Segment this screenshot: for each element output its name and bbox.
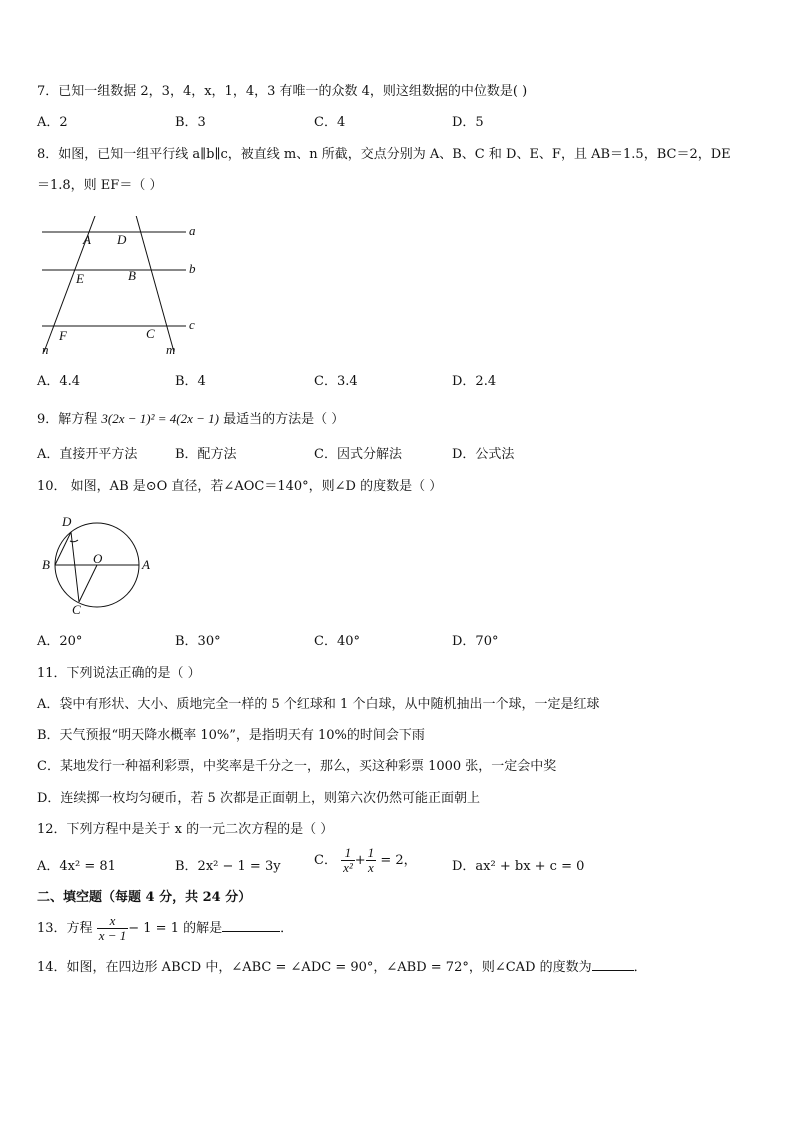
label-C: C — [146, 326, 155, 341]
label-A: A — [142, 557, 150, 572]
label-C: C — [72, 602, 81, 617]
label-E: E — [76, 271, 84, 286]
option-b: B．配方法 — [175, 447, 237, 462]
question-14-body: 14．如图，在四边形 ABCD 中，∠ABC = ∠ADC = 90°，∠ABD = 72°，则∠CAD 的度数为 — [37, 960, 592, 975]
fraction-x-over-x-minus-1 — [97, 914, 129, 943]
question-12-text: 12．下列方程中是关于 x 的一元二次方程的是（ ） — [37, 822, 334, 837]
parallel-lines-figure — [36, 216, 216, 360]
question-9-equation: 3(2x − 1)² = 4(2x − 1) — [101, 411, 219, 426]
answer-blank[interactable] — [592, 957, 634, 971]
label-B: B — [128, 268, 136, 283]
label-a: a — [189, 223, 196, 238]
question-13-rest: − 1 = 1 的解是 — [128, 921, 223, 936]
option-c-label: C． — [314, 853, 337, 868]
label-b: b — [189, 261, 196, 276]
question-11-text: 11．下列说法正确的是（ ） — [37, 666, 201, 681]
option-a: A．2 — [37, 115, 68, 130]
fraction-1-over-x-squared — [341, 846, 355, 875]
fraction-numerator: x — [97, 914, 129, 929]
option-d: D．5 — [452, 115, 484, 130]
option-c: C．40° — [314, 634, 360, 649]
question-9-suffix: 最适当的方法是（ ） — [218, 412, 345, 427]
question-13-text — [37, 914, 293, 943]
question-10-text: 10． 如图，AB 是⊙O 直径，若∠AOC＝140°，则∠D 的度数是（ ） — [37, 479, 443, 494]
circle-figure — [38, 510, 158, 618]
option-d: D．2.4 — [452, 374, 497, 389]
question-9-text — [37, 410, 344, 429]
option-a: A．4.4 — [37, 374, 81, 389]
question-14-end: ． — [633, 960, 647, 975]
label-B: B — [42, 557, 50, 572]
option-a: A．20° — [37, 634, 83, 649]
option-b: B．30° — [175, 634, 221, 649]
chord-dc — [71, 532, 79, 602]
option-b: B．4 — [175, 374, 206, 389]
question-13-end: ． — [280, 921, 294, 936]
question-14-text — [37, 957, 647, 977]
segment-oc — [79, 565, 97, 602]
question-9-prefix: 9．解方程 — [37, 412, 102, 427]
option-c: C．3.4 — [314, 374, 358, 389]
label-F: F — [59, 328, 67, 343]
question-7-text: 7．已知一组数据 2，3，4，x，1，4，3 有唯一的众数 4，则这组数据的中位数是( ) — [37, 84, 528, 99]
question-11-option-a: A．袋中有形状、大小、质地完全一样的 5 个红球和 1 个白球，从中随机抽出一个球，一定是红球 — [37, 697, 600, 712]
fraction-1-over-x — [366, 846, 377, 875]
option-d: D．公式法 — [452, 447, 515, 462]
question-8-text-line2: ＝1.8，则 EF＝（ ） — [37, 178, 163, 193]
option-d: D．70° — [452, 634, 499, 649]
question-8-text-line1: 8．如图，已知一组平行线 a∥b∥c，被直线 m、n 所截，交点分别为 A、B、C 和 D、E、F，且 AB＝1.5，BC＝2，DE — [37, 147, 731, 162]
label-n: n — [42, 342, 49, 357]
fraction-numerator: 1 — [367, 845, 375, 860]
question-11-option-b: B．天气预报“明天降水概率 10%”，是指明天有 10%的时间会下雨 — [37, 728, 425, 743]
option-a: A．4x² = 81 — [37, 859, 116, 874]
option-b: B．2x² − 1 = 3y — [175, 859, 281, 874]
label-D: D — [117, 232, 127, 247]
question-11-option-d: D．连续掷一枚均匀硬币，若 5 次都是正面朝上，则第六次仍然可能正面朝上 — [37, 791, 480, 806]
section-2-heading: 二、填空题（每题 4 分，共 24 分） — [37, 890, 252, 905]
option-d: D．ax² + bx + c = 0 — [452, 859, 585, 874]
question-11-option-c: C．某地发行一种福利彩票，中奖率是千分之一，那么，买这种彩票 1000 张，一定会中奖 — [37, 759, 557, 774]
option-c: C．4 — [314, 115, 346, 130]
segment-db — [55, 532, 71, 565]
label-m: m — [166, 342, 176, 357]
option-b: B．3 — [175, 115, 206, 130]
label-O: O — [93, 551, 103, 566]
label-c: c — [189, 317, 195, 332]
label-D: D — [62, 514, 72, 529]
fraction-denominator: x² — [343, 860, 353, 875]
fraction-numerator: 1 — [341, 846, 355, 861]
option-c: C．因式分解法 — [314, 447, 402, 462]
label-A: A — [83, 232, 91, 247]
angle-d-arc — [70, 540, 78, 542]
option-c-rest: = 2， — [380, 853, 417, 868]
fraction-denominator: x — [368, 860, 374, 875]
option-a: A．直接开平方法 — [37, 447, 138, 462]
answer-blank[interactable] — [222, 918, 280, 932]
question-13-prefix: 13．方程 — [37, 921, 97, 936]
option-c: C． $\frac{1}{\text{x²}}$ + $\frac{1}{x}$ = 2， — [314, 845, 417, 875]
fraction-denominator: x − 1 — [98, 928, 127, 943]
